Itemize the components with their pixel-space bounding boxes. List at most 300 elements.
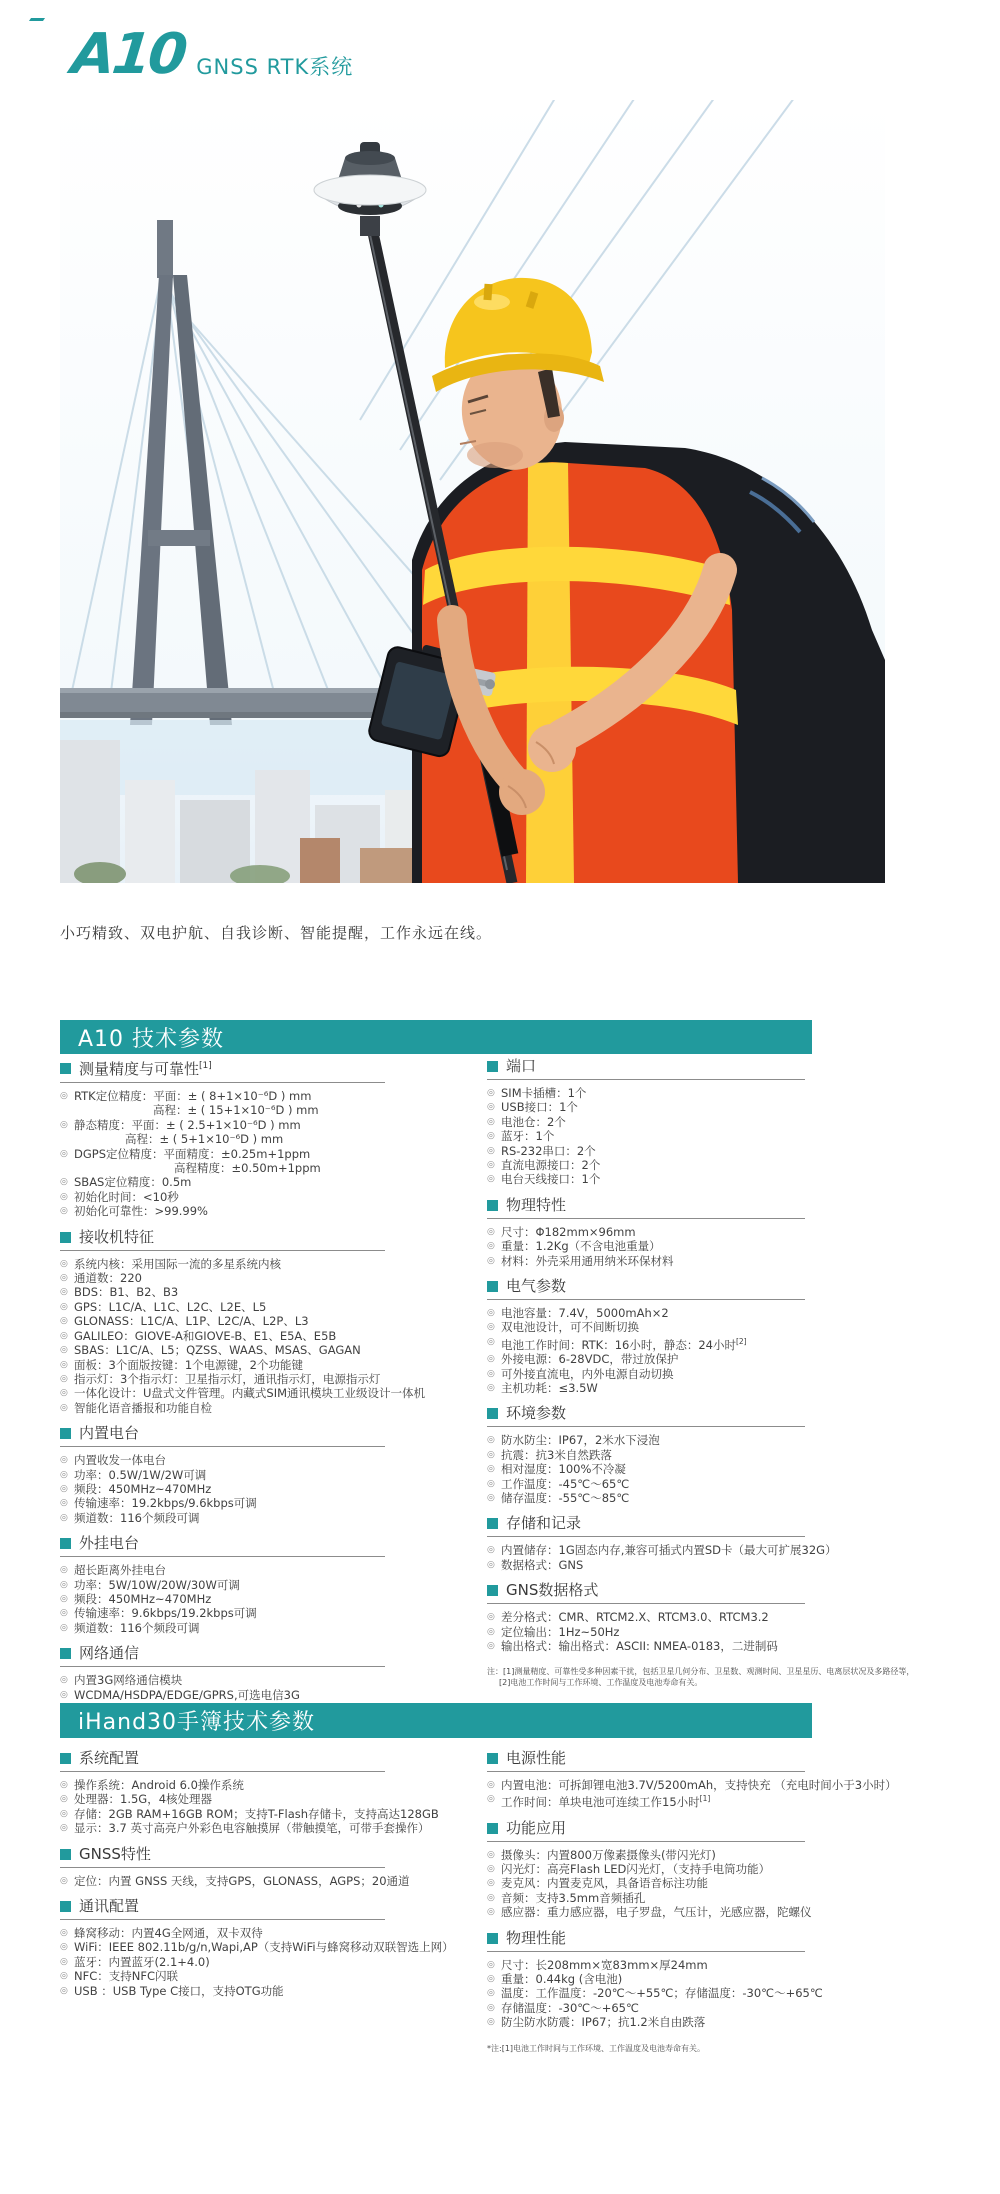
spec-item — [60, 1103, 470, 1117]
spec-item — [487, 1778, 907, 1792]
section-heading — [60, 1425, 470, 1442]
spec-item-text: 存储温度：-30℃～+65℃ — [501, 2000, 639, 2015]
section-title: 电气参数 — [506, 1277, 567, 1296]
bullet-icon: ◎ — [60, 1345, 68, 1356]
spec-item — [60, 1874, 470, 1888]
spec-item-text: WCDMA/HSDPA/EDGE/GPRS,可选电信3G — [74, 1687, 300, 1702]
spec-item-text: 内置电池：可拆卸锂电池3.7V/5200mAh，支持快充 （充电时间小于3小时） — [501, 1778, 897, 1792]
spec-item — [487, 1462, 907, 1476]
section-title: 物理特性 — [506, 1195, 567, 1214]
section-marker-icon — [60, 1753, 71, 1764]
bullet-icon: ◎ — [60, 1565, 68, 1576]
spec-item — [487, 1625, 907, 1639]
bullet-icon: ◎ — [487, 1435, 495, 1446]
bullet-icon: ◎ — [487, 2002, 495, 2013]
bullet-icon: ◎ — [487, 1559, 495, 1570]
spec-item-text: 工作温度：-45℃～65℃ — [501, 1476, 630, 1491]
spec-item-text: 输出格式：输出格式：ASCII: NMEA-0183，二进制码 — [501, 1638, 778, 1653]
spec-item-text: SBAS定位精度：0.5m — [74, 1175, 192, 1190]
section-marker-icon — [487, 1061, 498, 1072]
spec-item-text: 感应器：重力感应器，电子罗盘，气压计，光感应器，陀螺仪 — [501, 1905, 812, 1920]
bullet-icon: ◎ — [60, 1091, 68, 1101]
spec-item — [60, 1386, 470, 1400]
bullet-icon: ◎ — [60, 1469, 68, 1480]
section-rule — [60, 1666, 385, 1667]
spec-section — [60, 1535, 470, 1635]
a10-specs-right-column — [487, 1057, 915, 1688]
spec-item-text: 频段：450MHz~470MHz — [74, 1591, 212, 1606]
section-marker-icon — [60, 1648, 71, 1659]
decorative-dash — [29, 18, 45, 21]
section-title: 系统配置 — [79, 1749, 140, 1767]
bullet-icon: ◎ — [487, 1160, 495, 1171]
spec-item — [487, 1239, 907, 1253]
bullet-icon: ◎ — [60, 1191, 68, 1202]
spec-item-text: 传输速率：19.2kbps/9.6kbps可调 — [74, 1496, 257, 1511]
bullet-icon: ◎ — [60, 1971, 68, 1982]
bullet-icon: ◎ — [487, 1145, 495, 1156]
bullet-icon: ◎ — [487, 1492, 495, 1503]
spec-item-text: 功率：0.5W/1W/2W可调 — [74, 1467, 207, 1482]
bullet-icon: ◎ — [60, 1388, 68, 1399]
spec-item — [60, 1482, 470, 1496]
bullet-icon: ◎ — [487, 1308, 495, 1319]
bullet-icon: ◎ — [487, 1878, 495, 1889]
spec-item-text: 静态精度：平面：± ( 2.5+1×10⁻⁶D ) mm — [74, 1117, 301, 1132]
spec-item — [487, 1367, 907, 1381]
spec-item-text: 工作时间：单块电池可连续工作15小时[1] — [501, 1794, 711, 1810]
bullet-icon: ◎ — [60, 1498, 68, 1509]
section-heading — [60, 1645, 470, 1662]
spec-item — [487, 1433, 907, 1447]
bullet-icon: ◎ — [487, 1255, 495, 1266]
spec-item-text: NFC：支持NFC闪联 — [74, 1969, 178, 1984]
spec-item — [487, 1320, 907, 1334]
section-heading — [487, 1582, 907, 1599]
spec-item — [60, 1204, 470, 1218]
spec-item-text: 高程精度：±0.50m+1ppm — [174, 1161, 321, 1176]
spec-section — [60, 1425, 470, 1525]
bullet-icon: ◎ — [60, 1206, 68, 1217]
section-rule — [487, 1079, 805, 1080]
spec-item — [487, 1225, 907, 1239]
spec-item — [487, 1639, 907, 1653]
spec-item — [487, 1862, 907, 1876]
spec-item — [60, 1592, 470, 1606]
section-marker-icon — [60, 1901, 71, 1912]
spec-item-text: 处理器：1.5G，4核处理器 — [74, 1792, 213, 1807]
spec-item-text: GALILEO：GIOVE-A和GIOVE-B、E1、E5A、E5B — [74, 1328, 337, 1343]
section-rule — [487, 1841, 805, 1842]
spec-item — [60, 1496, 470, 1510]
spec-item-text: 内置收发一体电台 — [74, 1453, 166, 1468]
spec-section — [487, 1820, 907, 1920]
spec-section — [487, 1930, 907, 2030]
bullet-icon: ◎ — [487, 1892, 495, 1903]
bullet-icon: ◎ — [60, 1622, 68, 1633]
spec-item-text: 初始化时间：<10秒 — [74, 1189, 179, 1204]
section-bar-title: iHand30手簿技术参数 — [78, 1710, 316, 1735]
section-heading — [487, 1515, 907, 1532]
spec-item-text: 尺寸：Φ182mm×96mm — [501, 1224, 636, 1239]
bullet-icon: ◎ — [487, 1088, 495, 1098]
spec-item-text: 蓝牙：内置蓝牙(2.1+4.0) — [74, 1954, 210, 1969]
spec-item-text: USB接口：1个 — [501, 1100, 578, 1115]
section-rule — [60, 1446, 385, 1447]
section-rule — [487, 1426, 805, 1427]
spec-item — [60, 1175, 470, 1189]
spec-item — [60, 1984, 470, 1998]
spec-item — [487, 1958, 907, 1972]
spec-item — [60, 1314, 470, 1328]
section-marker-icon — [60, 1063, 71, 1074]
spec-item — [487, 1144, 907, 1158]
spec-item-text: 相对湿度：100%不冷凝 — [501, 1462, 626, 1477]
spec-item-text: 电池仓：2个 — [501, 1114, 566, 1129]
spec-item-text: 抗震：抗3米自然跌落 — [501, 1447, 612, 1462]
ihand30-specs-right-column — [487, 1750, 907, 2054]
section-rule — [60, 1250, 385, 1251]
section-rule — [487, 1299, 805, 1300]
spec-item-text: 内置储存：1G固态内存,兼容可插式内置SD卡（最大可扩展32G） — [501, 1543, 837, 1558]
spec-item — [487, 1610, 907, 1624]
spec-item-text: 闪光灯：高亮Flash LED闪光灯，（支持手电筒功能） — [501, 1862, 771, 1877]
bullet-icon: ◎ — [60, 1675, 68, 1686]
bullet-icon: ◎ — [60, 1512, 68, 1523]
brand-name: A10 — [68, 22, 188, 87]
section-marker-icon — [60, 1232, 71, 1243]
footnote — [487, 1667, 915, 1688]
spec-item — [60, 1926, 470, 1940]
spec-item-text: 重量：0.44kg (含电池) — [501, 1972, 623, 1987]
bullet-icon: ◎ — [60, 1608, 68, 1619]
section-marker-icon — [487, 1200, 498, 1211]
spec-item-text: BDS：B1、B2、B3 — [74, 1285, 179, 1300]
bullet-icon: ◎ — [60, 1402, 68, 1413]
spec-item — [487, 1543, 907, 1557]
spec-item-text: GPS：L1C/A、L1C、L2C、L2E、L5 — [74, 1299, 267, 1314]
spec-item-text: 差分格式：CMR、RTCM2.X、RTCM3.0、RTCM3.2 — [501, 1610, 769, 1625]
spec-section — [487, 1750, 907, 1810]
section-title: GNS数据格式 — [506, 1581, 599, 1600]
bullet-icon: ◎ — [487, 1959, 495, 1970]
spec-item-text: 摄像头：内置800万像素摄像头(带闪光灯) — [501, 1847, 716, 1862]
section-marker-icon — [487, 1933, 498, 1944]
spec-item-text: 存储：2GB RAM+16GB ROM；支持T-Flash存储卡，支持高达128GB — [74, 1806, 439, 1821]
spec-item — [60, 1673, 470, 1687]
section-heading — [487, 1405, 907, 1422]
bullet-icon: ◎ — [487, 1988, 495, 1999]
spec-item — [487, 1448, 907, 1462]
spec-item — [487, 1972, 907, 1986]
brand-subtitle: GNSS RTK系统 — [196, 55, 354, 79]
spec-item — [487, 1491, 907, 1505]
spec-item-text: 初始化可靠性：>99.99% — [74, 1204, 208, 1219]
spec-section — [60, 1898, 470, 1998]
bullet-icon: ◎ — [487, 1974, 495, 1985]
section-rule — [487, 1603, 805, 1604]
spec-item-text: 材料：外壳采用通用纳米环保材料 — [501, 1253, 674, 1268]
spec-item-text: 显示：3.7 英寸高亮户外彩色电容触摸屏（带触摸笔，可带手套操作） — [74, 1821, 430, 1836]
spec-item — [60, 1453, 470, 1467]
spec-item-text: 频段：450MHz~470MHz — [74, 1481, 212, 1496]
bullet-icon: ◎ — [60, 1823, 68, 1834]
bullet-icon: ◎ — [487, 1322, 495, 1333]
spec-item — [487, 1792, 907, 1809]
bullet-icon: ◎ — [487, 1545, 495, 1556]
section-marker-icon — [487, 1518, 498, 1529]
section-title: GNSS特性 — [79, 1844, 151, 1863]
spec-item — [487, 1158, 907, 1172]
spec-item-text: 高程：± ( 5+1×10⁻⁶D ) mm — [125, 1132, 284, 1147]
bullet-icon: ◎ — [487, 1849, 495, 1860]
spec-item-text: 直流电源接口：2个 — [501, 1158, 601, 1173]
bullet-icon: ◎ — [487, 1354, 495, 1365]
section-title: 端口 — [506, 1057, 537, 1075]
bullet-icon: ◎ — [60, 1794, 68, 1805]
section-heading — [487, 1930, 907, 1947]
spec-item — [60, 1401, 470, 1415]
section-marker-icon — [60, 1538, 71, 1549]
spec-item-text: 操作系统：Android 6.0操作系统 — [74, 1778, 244, 1792]
spec-item — [487, 2001, 907, 2015]
spec-item — [487, 1905, 907, 1919]
spec-item — [487, 1086, 907, 1100]
surveyor-bridge-illustration — [60, 100, 885, 883]
spec-item-text: 主机功耗：≤3.5W — [501, 1380, 598, 1395]
spec-item-text: 指示灯：3个指示灯：卫星指示灯，通讯指示灯，电源指示灯 — [74, 1371, 381, 1386]
spec-item — [487, 1876, 907, 1890]
section-title: 存储和记录 — [506, 1514, 582, 1533]
footnote — [487, 2044, 907, 2055]
section-heading — [487, 1058, 907, 1075]
spec-item — [60, 1940, 470, 1954]
section-heading — [487, 1750, 907, 1767]
spec-item-text: SIM卡插槽：1个 — [501, 1086, 587, 1100]
bullet-icon: ◎ — [60, 1148, 68, 1159]
bullet-icon: ◎ — [60, 1119, 68, 1130]
bullet-icon: ◎ — [487, 1174, 495, 1185]
section-title: 测量精度与可靠性[1] — [79, 1060, 212, 1078]
spec-item — [60, 1147, 470, 1161]
spec-item — [60, 1511, 470, 1525]
spec-item-text: 智能化语音播报和功能自检 — [74, 1400, 212, 1415]
spec-item-text: 电台天线接口：1个 — [501, 1172, 601, 1187]
spec-item — [60, 1807, 470, 1821]
spec-item-text: USB ：USB Type C接口，支持OTG功能 — [74, 1983, 284, 1998]
section-marker-icon — [487, 1753, 498, 1764]
section-rule — [60, 1867, 385, 1868]
spec-item-text: 麦克风：内置麦克风，具备语音标注功能 — [501, 1876, 708, 1891]
bullet-icon: ◎ — [60, 1273, 68, 1284]
spec-item — [60, 1132, 470, 1146]
section-heading — [60, 1846, 470, 1863]
bullet-icon: ◎ — [487, 1907, 495, 1918]
section-heading — [60, 1750, 470, 1767]
spec-item-text: 功率：5W/10W/20W/30W可调 — [74, 1577, 240, 1592]
spec-item-text: 重量：1.2Kg（不含电池重量） — [501, 1239, 661, 1254]
spec-item — [487, 1477, 907, 1491]
spec-item-text: 频道数：116个频段可调 — [74, 1620, 200, 1635]
section-marker-icon — [487, 1823, 498, 1834]
spec-item-text: SBAS：L1C/A、L5；QZSS、WAAS、MSAS、GAGAN — [74, 1343, 361, 1358]
bullet-icon: ◎ — [60, 1928, 68, 1939]
spec-section — [60, 1058, 470, 1219]
spec-item — [60, 1969, 470, 1983]
spec-section — [60, 1645, 470, 1702]
spec-item — [487, 1558, 907, 1572]
spec-item-text: 防水防尘：IP67，2米水下浸泡 — [501, 1433, 660, 1448]
spec-section — [60, 1229, 470, 1415]
spec-item-text: 面板：3个面版按键：1个电源键，2个功能键 — [74, 1357, 303, 1372]
ihand30-specs-left-column — [60, 1750, 470, 2008]
spec-item-text: 定位输出：1Hz~50Hz — [501, 1624, 620, 1639]
bullet-icon: ◎ — [60, 1483, 68, 1494]
spec-item-text: 尺寸：长208mm×宽83mm×厚24mm — [501, 1957, 708, 1972]
spec-item-text: 音频：支持3.5mm音频插孔 — [501, 1890, 646, 1905]
bullet-icon: ◎ — [60, 1316, 68, 1327]
spec-item — [60, 1329, 470, 1343]
section-rule — [60, 1082, 385, 1083]
spec-item-text: 传输速率：9.6kbps/19.2kbps可调 — [74, 1606, 257, 1621]
spec-item-text: RTK定位精度：平面：± ( 8+1×10⁻⁶D ) mm — [74, 1089, 312, 1103]
footnote-line: *注:[1]电池工作时间与工作环境、工作温度及电池寿命有关。 — [487, 2043, 706, 2053]
section-rule — [60, 1556, 385, 1557]
section-marker-icon — [60, 1849, 71, 1860]
bullet-icon: ◎ — [60, 1689, 68, 1700]
spec-item — [60, 1285, 470, 1299]
bullet-icon: ◎ — [60, 1942, 68, 1953]
spec-item — [487, 1172, 907, 1186]
spec-item — [487, 1891, 907, 1905]
bullet-icon: ◎ — [60, 1579, 68, 1590]
spec-item-text: 电池容量：7.4V，5000mAh×2 — [501, 1306, 669, 1321]
section-heading — [60, 1898, 470, 1915]
spec-item — [60, 1778, 470, 1792]
spec-item-text: 通道数：220 — [74, 1271, 142, 1286]
bullet-icon: ◎ — [60, 1780, 68, 1790]
section-rule — [487, 1536, 805, 1537]
spec-item — [60, 1358, 470, 1372]
bullet-icon: ◎ — [487, 1612, 495, 1623]
spec-item-text: 超长距离外挂电台 — [74, 1563, 166, 1578]
section-title: 电源性能 — [506, 1749, 567, 1767]
bullet-icon: ◎ — [60, 1287, 68, 1298]
bullet-icon: ◎ — [487, 1640, 495, 1651]
spec-item-text: 可外接直流电，内外电源自动切换 — [501, 1366, 674, 1381]
spec-item — [60, 1468, 470, 1482]
bullet-icon: ◎ — [60, 1258, 68, 1269]
spec-item-text: 温度：工作温度：-20℃～+55℃；存储温度：-30℃～+65℃ — [501, 1986, 823, 2001]
section-heading — [487, 1197, 907, 1214]
spec-item — [60, 1578, 470, 1592]
spec-item-text: 高程：± ( 15+1×10⁻⁶D ) mm — [153, 1103, 319, 1118]
bullet-icon: ◎ — [487, 1780, 495, 1790]
spec-item — [60, 1821, 470, 1835]
spec-item — [60, 1300, 470, 1314]
bullet-icon: ◎ — [60, 1808, 68, 1819]
bullet-icon: ◎ — [60, 1301, 68, 1312]
bullet-icon: ◎ — [60, 1177, 68, 1188]
spec-item — [60, 1563, 470, 1577]
bullet-icon: ◎ — [487, 1464, 495, 1475]
section-marker-icon — [60, 1428, 71, 1439]
section-title: 物理性能 — [506, 1928, 567, 1947]
spec-item — [60, 1955, 470, 1969]
section-marker-icon — [487, 1585, 498, 1596]
section-rule — [487, 1771, 805, 1772]
bullet-icon: ◎ — [487, 1864, 495, 1875]
spec-item-text: RS-232串口：2个 — [501, 1143, 596, 1158]
bullet-icon: ◎ — [60, 1593, 68, 1604]
spec-section — [487, 1582, 907, 1653]
spec-section — [487, 1058, 907, 1187]
section-heading — [60, 1229, 470, 1246]
spec-item — [487, 1381, 907, 1395]
spec-item-text: 频道数：116个频段可调 — [74, 1510, 200, 1525]
bullet-icon: ◎ — [487, 2017, 495, 2028]
brand-logo — [68, 22, 354, 87]
section-title: 环境参数 — [506, 1404, 567, 1423]
section-title: 内置电台 — [79, 1424, 140, 1443]
tagline: 小巧精致、双电护航、自我诊断、智能提醒，工作永远在线。 — [60, 924, 493, 942]
footnote-line: 注：[1]测量精度、可靠性受多种因素干扰，包括卫星几何分布、卫星数、观测时间、卫星星历、电离层状况及多路径等， — [487, 1667, 915, 1677]
spec-item-text: DGPS定位精度：平面精度：±0.25m+1ppm — [74, 1146, 311, 1161]
spec-item — [487, 1129, 907, 1143]
bullet-icon: ◎ — [487, 1478, 495, 1489]
spec-section — [487, 1197, 907, 1268]
spec-item — [60, 1372, 470, 1386]
spec-item-text: 防尘防水防震：IP67；抗1.2米自由跌落 — [501, 2015, 706, 2030]
spec-section — [60, 1846, 470, 1888]
spec-item — [60, 1792, 470, 1806]
section-heading — [60, 1058, 470, 1078]
bullet-icon: ◎ — [487, 1382, 495, 1393]
spec-item — [60, 1089, 470, 1103]
spec-item-text: 电池工作时间：RTK：16小时，静态：24小时[2] — [501, 1336, 747, 1352]
bullet-icon: ◎ — [487, 1368, 495, 1379]
section-bar-a10 — [60, 1020, 812, 1054]
spec-item-text: 数据格式：GNS — [501, 1557, 584, 1572]
section-rule — [487, 1951, 805, 1952]
spec-section — [487, 1278, 907, 1395]
bullet-icon: ◎ — [60, 1373, 68, 1384]
spec-item-text: GLONASS：L1C/A、L1P、L2C/A、L2P、L3 — [74, 1314, 309, 1329]
a10-specs-left-column — [60, 1058, 470, 1712]
section-marker-icon — [487, 1281, 498, 1292]
section-title: 网络通信 — [79, 1644, 140, 1663]
section-heading — [487, 1278, 907, 1295]
bullet-icon: ◎ — [487, 1626, 495, 1637]
section-bar-title: A10 技术参数 — [78, 1026, 225, 1052]
section-title: 接收机特征 — [79, 1227, 155, 1246]
spec-section — [487, 1405, 907, 1505]
spec-item — [487, 1100, 907, 1114]
spec-item — [60, 1688, 470, 1702]
bullet-icon: ◎ — [487, 1226, 495, 1237]
section-title: 功能应用 — [506, 1818, 567, 1837]
bullet-icon: ◎ — [60, 1359, 68, 1370]
bullet-icon: ◎ — [487, 1794, 495, 1805]
bullet-icon: ◎ — [60, 1330, 68, 1341]
spec-item — [487, 1848, 907, 1862]
spec-item — [60, 1190, 470, 1204]
spec-item — [60, 1606, 470, 1620]
spec-item — [60, 1271, 470, 1285]
section-heading — [487, 1820, 907, 1837]
spec-item — [60, 1161, 470, 1175]
bullet-icon: ◎ — [60, 1985, 68, 1996]
